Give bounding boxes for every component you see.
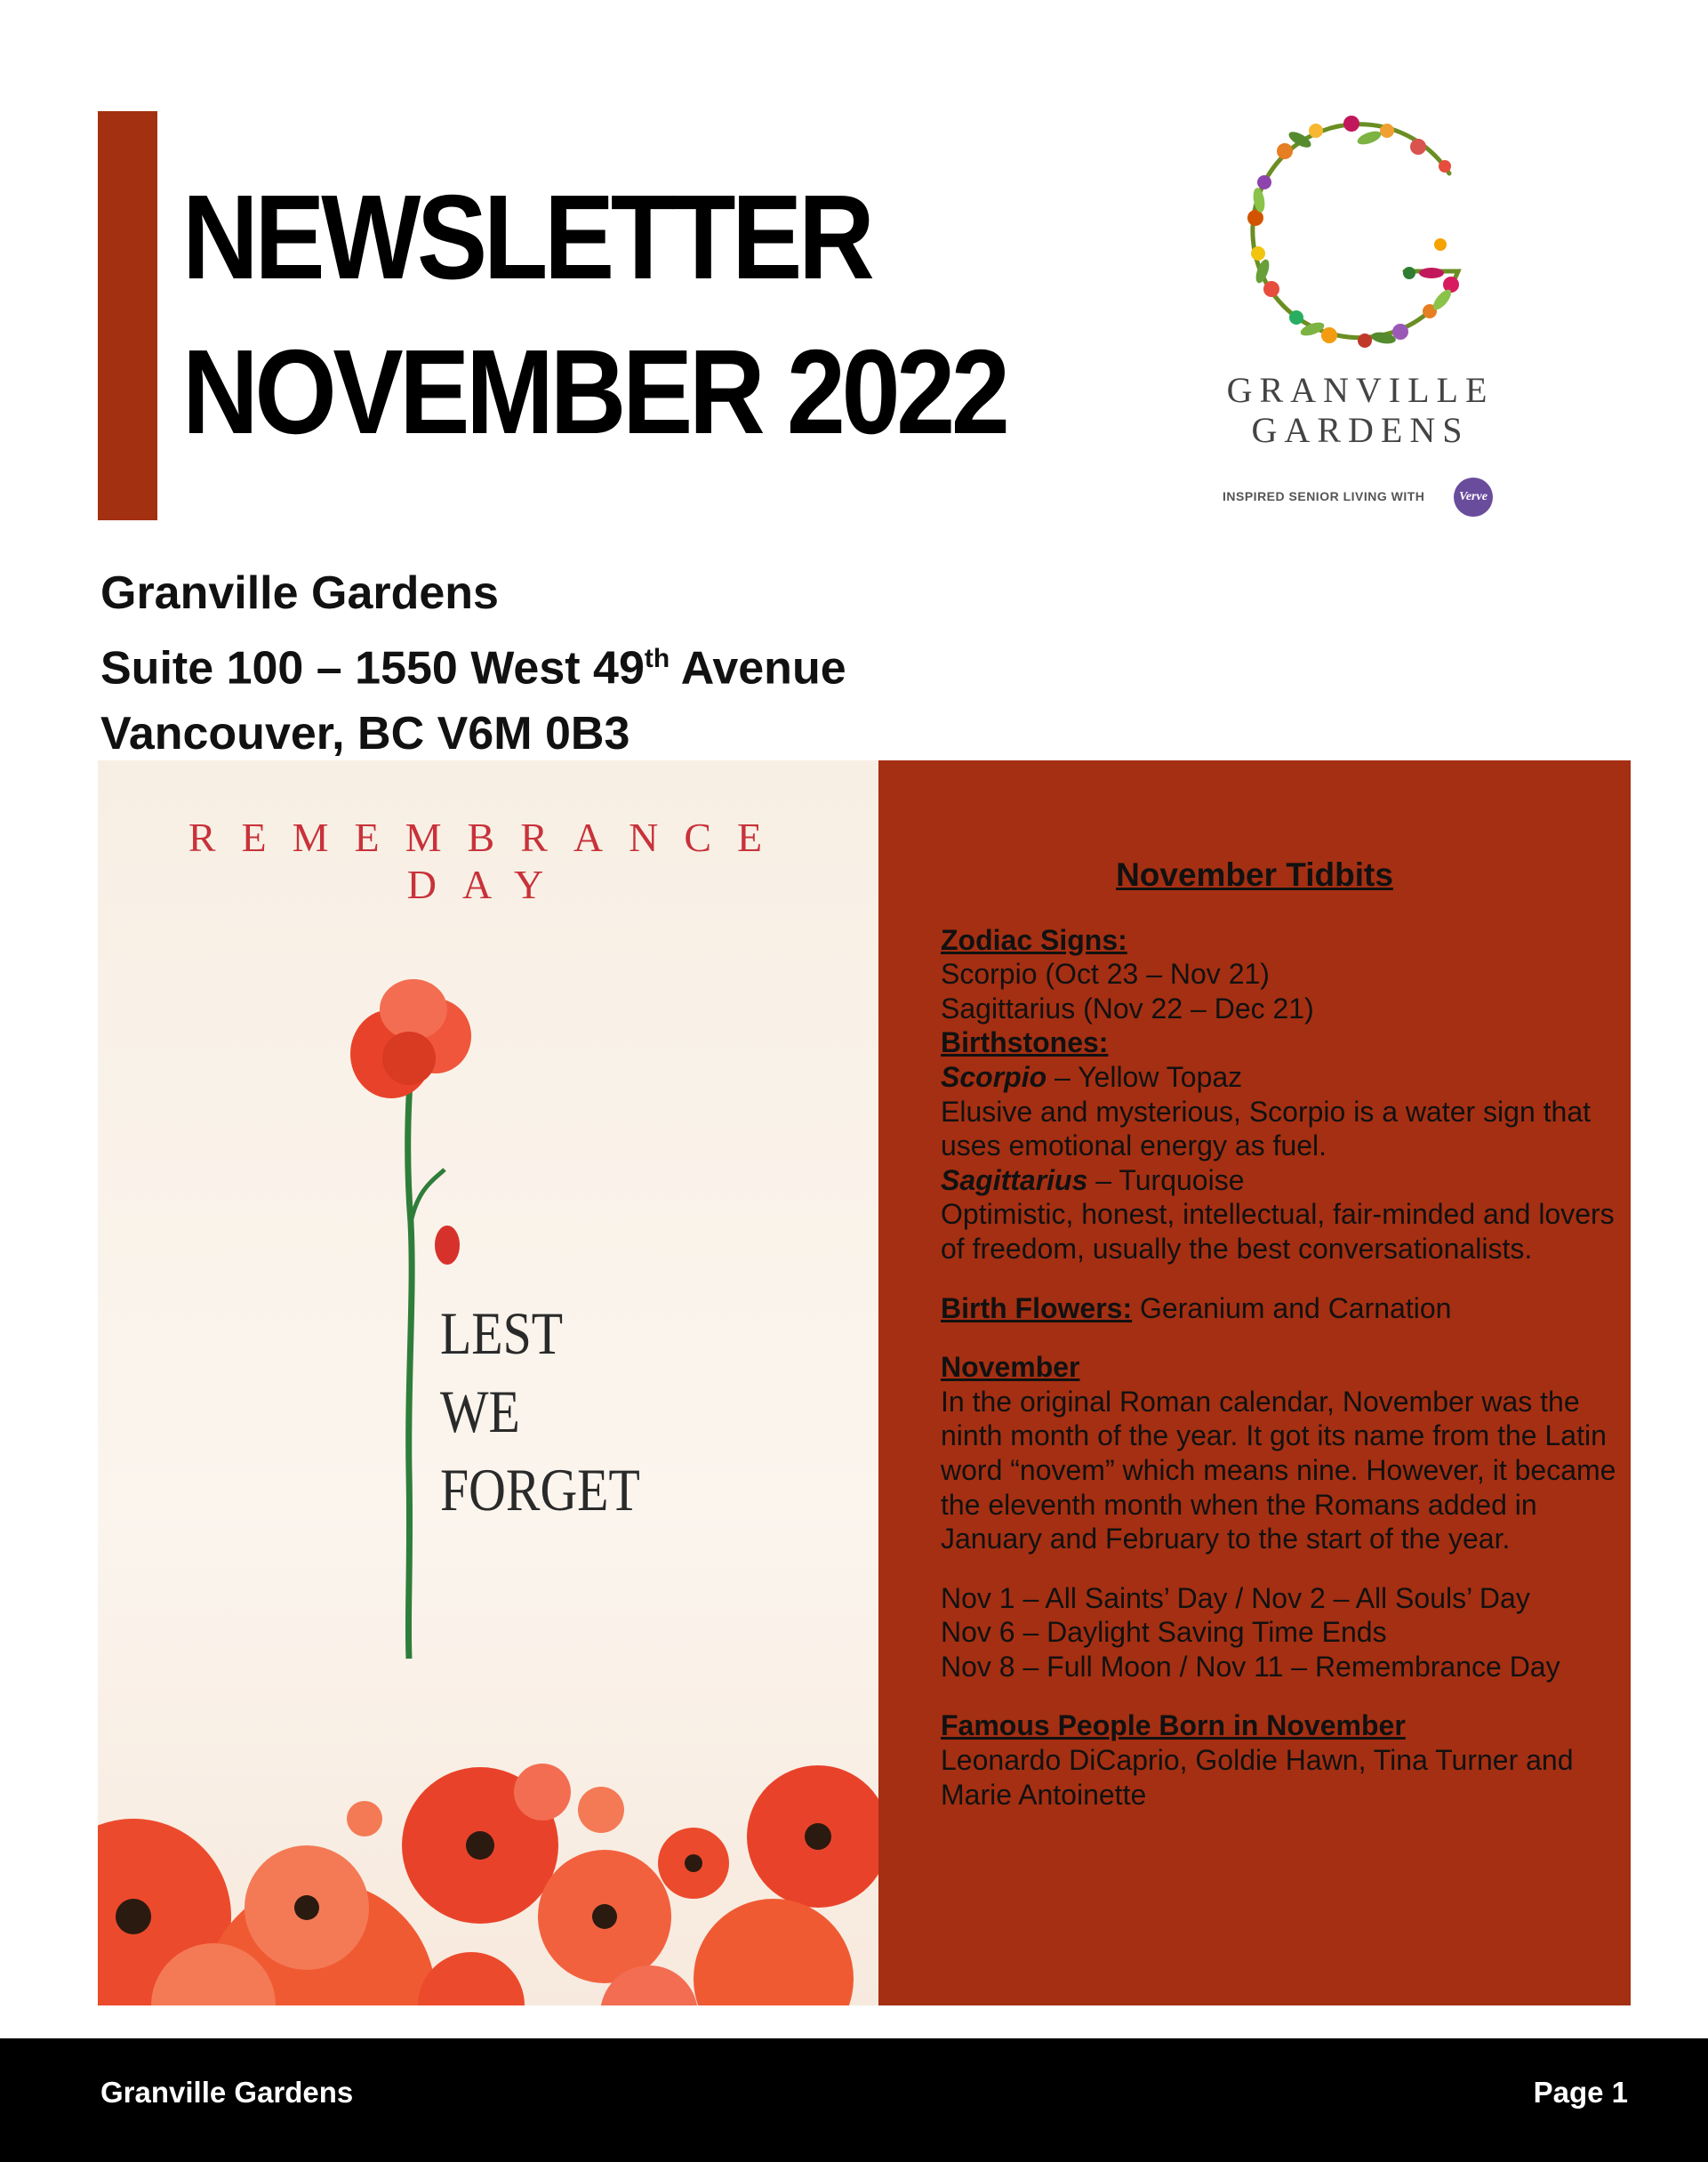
birthstones-label: Birthstones: — [941, 1026, 1109, 1059]
zodiac-label: Zodiac Signs: — [941, 923, 1127, 956]
tidbits-content — [941, 858, 1625, 1812]
floral-g-icon — [1227, 111, 1494, 369]
birth-flowers — [941, 1291, 1625, 1326]
sagittarius-label: Sagittarius — [941, 1163, 1088, 1196]
spacer — [941, 1684, 1625, 1708]
poppy-field-icon — [98, 1764, 878, 2005]
address-line-2 — [100, 626, 846, 701]
title-line-2: NOVEMBER 2022 — [182, 325, 1006, 459]
title-line-1: NEWSLETTER — [182, 170, 871, 304]
poppy-bud-icon — [435, 1226, 460, 1265]
address-street: Suite 100 – 1550 West 49 — [100, 642, 645, 695]
accent-bar — [98, 111, 157, 520]
address-line-1: Granville Gardens — [100, 567, 499, 619]
scorpio-label: Scorpio — [941, 1060, 1047, 1093]
lest-line-2: WE — [440, 1378, 520, 1445]
birth-flowers-value: Geranium and Carnation — [1132, 1291, 1452, 1324]
scorpio-description: Elusive and mysterious, Scorpio is a water sign that uses emotional energy as fuel. — [941, 1095, 1591, 1162]
remembrance-day-title: REMEMBRANCE DAY — [188, 815, 789, 907]
famous-people-list: Leonardo DiCaprio, Goldie Hawn, Tina Turner and Marie Antoinette — [941, 1744, 1574, 1811]
november-tidbits-panel — [878, 760, 1631, 2005]
logo-tagline-text: INSPIRED SENIOR LIVING WITH — [1223, 489, 1425, 503]
date-item: Nov 1 – All Saints’ Day / Nov 2 – All Souls’ Day — [941, 1581, 1530, 1614]
scorpio-stone — [941, 1060, 1625, 1095]
birth-flowers-label: Birth Flowers: — [941, 1291, 1133, 1324]
granville-gardens-logo — [1209, 111, 1512, 520]
spacer — [941, 1556, 1625, 1581]
scorpio-stone-value: – Yellow Topaz — [1046, 1060, 1243, 1093]
logo-name-line-1: GRANVILLE — [1226, 370, 1495, 410]
lest-line-1: LEST — [440, 1299, 564, 1367]
address-block — [100, 560, 846, 767]
date-item: Nov 8 – Full Moon / Nov 11 – Remembrance Day — [941, 1650, 1560, 1683]
sagittarius-description: Optimistic, honest, intellectual, fair-minded and lovers of freedom, usually the best conversationalists. — [941, 1198, 1615, 1265]
logo-name-line-2: GARDENS — [1251, 410, 1470, 450]
logo-tagline — [1223, 478, 1516, 517]
address-street-suffix: Avenue — [670, 642, 846, 695]
zodiac-sagittarius: Sagittarius (Nov 22 – Dec 21) — [941, 992, 1314, 1025]
november-label: November — [941, 1351, 1080, 1384]
remembrance-day-image — [98, 760, 878, 2005]
address-line-3: Vancouver, BC V6M 0B3 — [100, 708, 630, 760]
november-history: In the original Roman calendar, November was the ninth month of the year. It got its name from the Latin word “novem” which means nine. However, it became the eleventh month when the Romans added in January and February to the start of the year. — [941, 1385, 1616, 1555]
zodiac-scorpio: Scorpio (Oct 23 – Nov 21) — [941, 958, 1270, 991]
address-ordinal: th — [644, 644, 670, 673]
top-poppy-icon — [350, 979, 471, 1098]
famous-people-label: Famous People Born in November — [941, 1709, 1406, 1742]
page-footer — [0, 2038, 1708, 2162]
verve-badge: Verve — [1454, 478, 1493, 517]
lest-line-3: FORGET — [440, 1456, 640, 1523]
sagittarius-stone-value: – Turquoise — [1087, 1163, 1245, 1196]
lest-we-forget — [440, 1294, 640, 1529]
page-number: Page 1 — [1533, 2076, 1628, 2109]
spacer — [941, 1325, 1625, 1350]
newsletter-title — [182, 160, 1006, 470]
date-item: Nov 6 – Daylight Saving Time Ends — [941, 1616, 1387, 1649]
tidbits-heading: November Tidbits — [1116, 856, 1393, 893]
spacer — [941, 1266, 1625, 1291]
sagittarius-stone — [941, 1163, 1625, 1198]
footer-org-name: Granville Gardens — [100, 2076, 354, 2109]
